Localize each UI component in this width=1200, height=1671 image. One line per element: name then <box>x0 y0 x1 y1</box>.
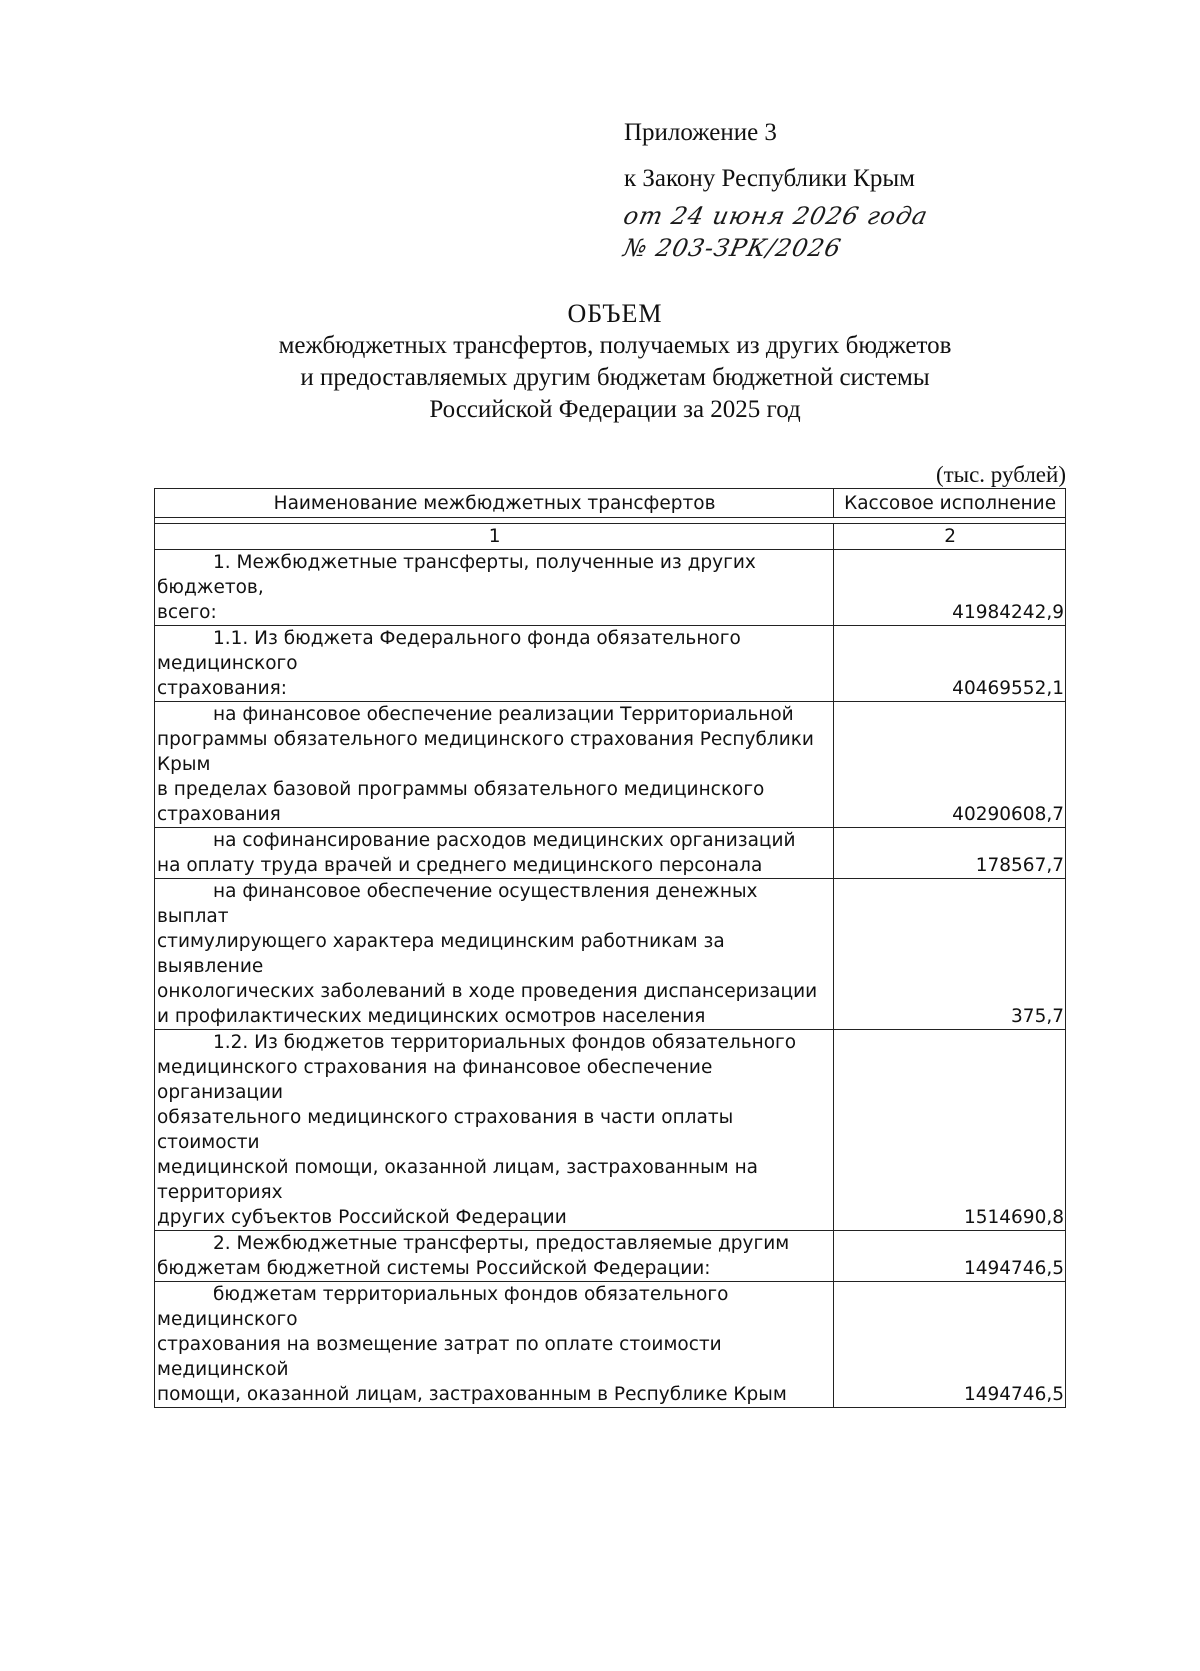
transfer-name-cell <box>155 1231 834 1282</box>
transfer-name-text: на финансовое обеспечение осуществления денежных выплат <box>157 881 758 927</box>
table-row <box>155 1030 1066 1231</box>
execution-value-cell: 375,7 <box>834 879 1066 1030</box>
transfer-name-line: медицинского страхования на финансовое обеспечение организации <box>157 1057 713 1103</box>
header-name-column: Наименование межбюджетных трансфертов <box>155 489 834 518</box>
transfer-name-line: на оплату труда врачей и среднего медицинского персонала <box>157 855 763 876</box>
execution-value-cell: 40469552,1 <box>834 626 1066 702</box>
transfer-name-line: страхования на возмещение затрат по оплате стоимости медицинской <box>157 1334 722 1380</box>
transfer-name-line <box>157 828 832 853</box>
column-number-row <box>155 524 1066 550</box>
appendix-number: Приложение 3 <box>624 119 777 146</box>
transfer-name-cell <box>155 702 834 828</box>
transfer-name-line <box>157 1282 832 1332</box>
transfer-name-cell <box>155 879 834 1030</box>
table-row <box>155 1282 1066 1408</box>
transfer-name-line: бюджетам бюджетной системы Российской Федерации: <box>157 1258 711 1279</box>
execution-value-cell: 1494746,5 <box>834 1231 1066 1282</box>
transfer-name-line: других субъектов Российской Федерации <box>157 1207 567 1228</box>
execution-value-cell: 40290608,7 <box>834 702 1066 828</box>
title-line-2: и предоставляемых другим бюджетам бюджетной системы <box>300 364 930 391</box>
execution-value-cell: 41984242,9 <box>834 550 1066 626</box>
handwritten-law-date <box>621 198 984 278</box>
transfer-name-cell <box>155 1030 834 1231</box>
transfer-name-line: в пределах базовой программы обязательного медицинского страхования <box>157 779 765 825</box>
header-value-column: Кассовое исполнение <box>834 489 1066 518</box>
transfer-name-line <box>157 626 832 676</box>
transfer-name-text: 1. Межбюджетные трансферты, полученные из других бюджетов, <box>157 552 756 598</box>
transfer-name-line: и профилактических медицинских осмотров населения <box>157 1006 706 1027</box>
transfer-name-text: 2. Межбюджетные трансферты, предоставляемые другим <box>213 1233 790 1254</box>
transfer-name-line: онкологических заболеваний в ходе проведения диспансеризации <box>157 981 818 1002</box>
transfer-name-line: всего: <box>157 602 217 623</box>
transfer-name-cell <box>155 550 834 626</box>
table-row <box>155 879 1066 1030</box>
title-line-3: Российской Федерации за 2025 год <box>429 396 801 423</box>
table-row <box>155 1231 1066 1282</box>
transfer-name-cell <box>155 626 834 702</box>
table-row <box>155 626 1066 702</box>
title-line-1: межбюджетных трансфертов, получаемых из других бюджетов <box>278 332 952 359</box>
column-number-2: 2 <box>834 524 1066 550</box>
table-header-row <box>155 489 1066 518</box>
transfer-name-cell <box>155 1282 834 1408</box>
table-row <box>155 828 1066 879</box>
transfer-name-line: страхования: <box>157 678 288 699</box>
transfer-name-line <box>157 1030 832 1055</box>
transfer-name-text: бюджетам территориальных фондов обязательного медицинского <box>157 1284 729 1330</box>
transfer-name-line <box>157 1231 832 1256</box>
title-heading: ОБЪЕМ <box>567 299 663 328</box>
transfer-name-line: стимулирующего характера медицинским работникам за выявление <box>157 931 725 977</box>
units-label: (тыс. рублей) <box>935 462 1066 487</box>
transfer-name-cell <box>155 828 834 879</box>
column-number-1: 1 <box>155 524 834 550</box>
execution-value-cell: 178567,7 <box>834 828 1066 879</box>
handwritten-date: от 24 июня 2026 года <box>621 202 931 230</box>
transfer-name-text: 1.2. Из бюджетов территориальных фондов обязательного <box>213 1032 797 1053</box>
transfer-name-line: помощи, оказанной лицам, застрахованным в Республике Крым <box>157 1384 787 1405</box>
transfer-name-line: программы обязательного медицинского страхования Республики Крым <box>157 729 814 775</box>
transfer-name-line: обязательного медицинского страхования в части оплаты стоимости <box>157 1107 734 1153</box>
appendix-law-reference: к Закону Республики Крым <box>624 165 915 192</box>
transfer-name-text: на финансовое обеспечение реализации Территориальной <box>213 704 794 725</box>
transfer-name-line <box>157 879 832 929</box>
table-row <box>155 550 1066 626</box>
table-row <box>155 702 1066 828</box>
transfers-table <box>154 488 1066 1408</box>
handwritten-law-number: № 203-ЗРК/2026 <box>621 234 845 262</box>
document-title <box>150 298 1080 426</box>
transfer-name-line: медицинской помощи, оказанной лицам, застрахованным на территориях <box>157 1157 759 1203</box>
transfer-name-line <box>157 550 832 600</box>
execution-value-cell: 1514690,8 <box>834 1030 1066 1231</box>
transfer-name-line <box>157 702 832 727</box>
execution-value-cell: 1494746,5 <box>834 1282 1066 1408</box>
transfer-name-text: 1.1. Из бюджета Федерального фонда обязательного медицинского <box>157 628 741 674</box>
transfer-name-text: на софинансирование расходов медицинских организаций <box>213 830 796 851</box>
